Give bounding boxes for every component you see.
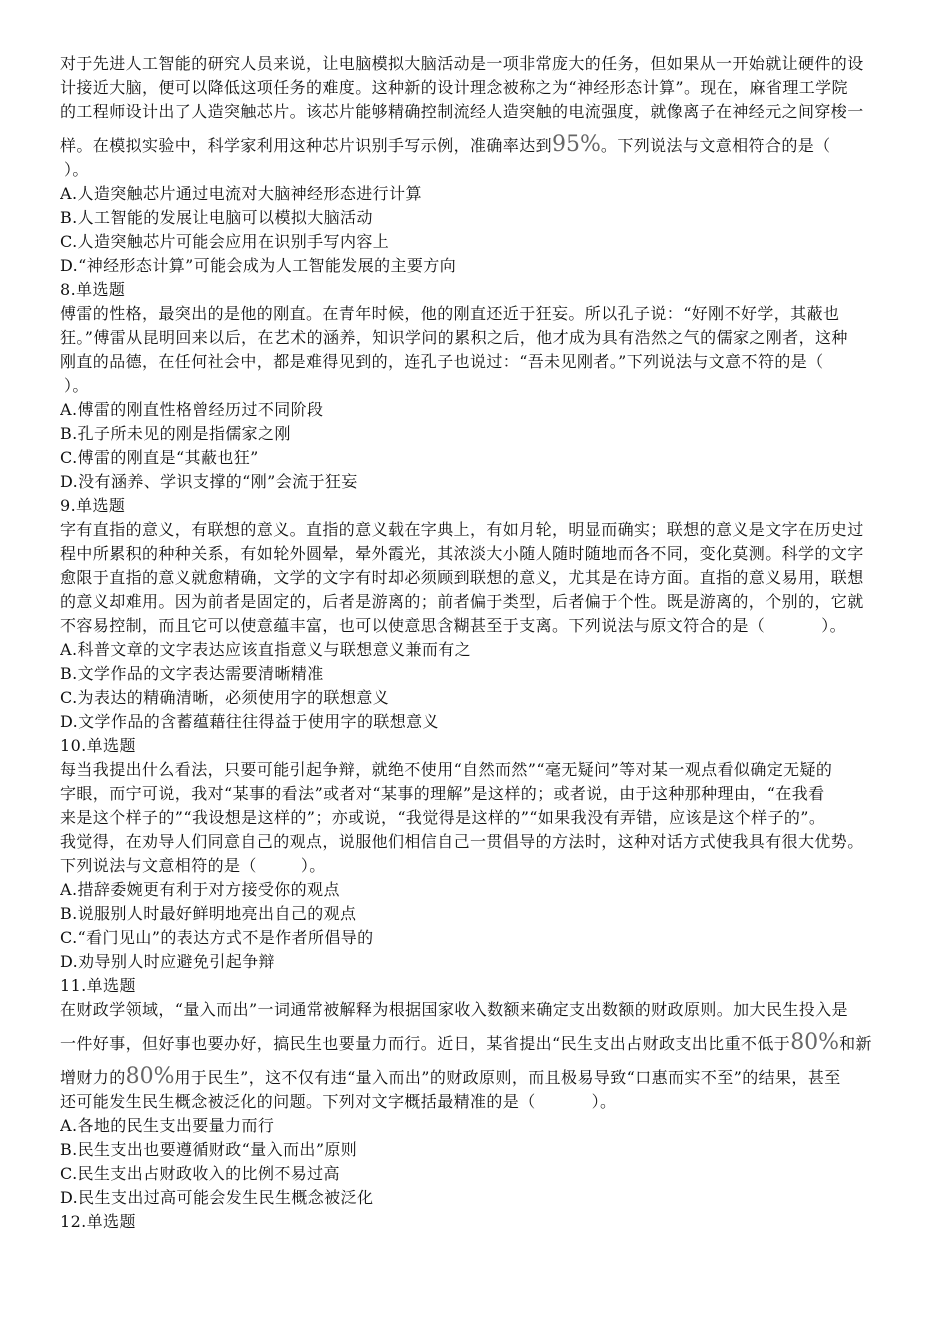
option-c: C.为表达的精确清晰，必须使用字的联想意义: [60, 688, 390, 707]
question-9-text-line: 程中所累积的种种关系，有如轮外圆晕，晕外霞光，其浓淡大小随人随时随地而各不同，变化莫测。科学的文字: [60, 544, 864, 563]
option-b: B.文学作品的文字表达需要清晰精准: [60, 664, 324, 683]
question-10-text-line: 下列说法与文意相符的是（ ）。: [60, 856, 326, 875]
option-b: B.民生支出也要遵循财政“量入而出”原则: [60, 1140, 358, 1159]
question-header: 12.单选题: [60, 1212, 136, 1231]
question-12: [60, 1210, 890, 1234]
option-a: A.傅雷的刚直性格曾经历过不同阶段: [60, 400, 324, 419]
option-b: B.孔子所未见的刚是指儒家之刚: [60, 424, 291, 443]
question-9: [60, 494, 890, 734]
option-a: A.各地的民生支出要量力而行: [60, 1116, 275, 1135]
option-b: B.人工智能的发展让电脑可以模拟大脑活动: [60, 208, 373, 227]
question-header: 8.单选题: [60, 280, 126, 299]
exam-page: [60, 52, 890, 1234]
question-7-text-line: 对于先进人工智能的研究人员来说，让电脑模拟大脑活动是一项非常庞大的任务，但如果从一开始就让硬件的设: [60, 54, 864, 73]
question-9-text-line: 的意义却难用。因为前者是固定的，后者是游离的；前者偏于类型，后者偏于个性。既是游离的，个别的，它就: [60, 592, 864, 611]
option-c: C.人造突触芯片可能会应用在识别手写内容上: [60, 232, 390, 251]
question-8-text-line: 刚直的品德，在任何社会中，都是难得见到的，连孔子也说过：“吾未见刚者。”下列说法与文意不符的是（: [60, 352, 824, 371]
option-a: A.人造突触芯片通过电流对大脑神经形态进行计算: [60, 184, 422, 203]
question-7-text: 样。在模拟实验中，科学家利用这种芯片识别手写示例，准确率达到: [60, 136, 553, 155]
option-a: A.科普文章的文字表达应该直指意义与联想意义兼而有之: [60, 640, 472, 659]
question-10-text-line: 每当我提出什么看法，只要可能引起争辩，就绝不使用“自然而然”“毫无疑问”等对某一观点看似确定无疑的: [60, 760, 833, 779]
question-10-text-line: 我觉得，在劝导人们同意自己的观点，说服他们相信自己一贯倡导的方法时，这种对话方式使我具有很大优势。: [60, 832, 864, 851]
option-d: D.没有涵养、学识支撑的“刚”会流于狂妄: [60, 472, 358, 491]
question-9-text-line: 不容易控制，而且它可以使意蕴丰富，也可以使意思含糊甚至于支离。下列说法与原文符合的是（ ）。: [60, 616, 847, 635]
question-7-text: 。下列说法与文意相符合的是（: [600, 136, 831, 155]
option-d: D.劝导别人时应避免引起争辩: [60, 952, 275, 971]
question-7-text-line: 的工程师设计出了人造突触芯片。该芯片能够精确控制流经人造突触的电流强度，就像离子在神经元之间穿梭一: [60, 102, 864, 121]
question-header: 11.单选题: [60, 976, 136, 995]
option-b: B.说服别人时最好鲜明地亮出自己的观点: [60, 904, 357, 923]
question-7-text-line: [60, 124, 890, 158]
question-9-text-line: 愈限于直指的意义就愈精确，文学的文字有时却必须顾到联想的意义，尤其是在诗方面。直指的意义易用，联想: [60, 568, 864, 587]
question-7-text-line: 计接近大脑，便可以降低这项任务的难度。这种新的设计理念被称之为“神经形态计算”。现在，麻省理工学院: [60, 78, 848, 97]
answer-blank: ）。: [64, 160, 89, 179]
option-d: D.“神经形态计算”可能会成为人工智能发展的主要方向: [60, 256, 457, 275]
accuracy-formula: 95%: [552, 132, 601, 157]
question-11-text-line: 增财力的80%用于民生”，这不仅有违“量入而出”的财政原则，而且极易导致“口惠而实不至”的结果，甚至: [60, 1064, 841, 1089]
option-a: A.措辞委婉更有利于对方接受你的观点: [60, 880, 340, 899]
option-c: C.民生支出占财政收入的比例不易过高: [60, 1164, 340, 1183]
question-10-text-line: 字眼，而宁可说，我对“某事的看法”或者对“某事的理解”是这样的；或者说，由于这种那种理由，“在我看: [60, 784, 825, 803]
question-10: [60, 734, 890, 974]
percentage-formula: 80%: [125, 1064, 175, 1089]
question-11-text-line: 还可能发生民生概念被泛化的问题。下列对文字概括最精准的是（ ）。: [60, 1092, 617, 1111]
question-11-text-line: 在财政学领域，“量入而出”一词通常被解释为根据国家收入数额来确定支出数额的财政原则。加大民生投入是: [60, 1000, 848, 1019]
question-10-text-line: 来是这个样子的”“我设想是这样的”；亦或说，“我觉得是这样的”“如果我没有弄错，应该是这个样子的”。: [60, 808, 826, 827]
option-d: D.文学作品的含蓄蕴藉往往得益于使用字的联想意义: [60, 712, 439, 731]
question-header: 9.单选题: [60, 496, 126, 515]
question-8: [60, 278, 890, 494]
question-11-text-line: 一件好事，但好事也要办好，搞民生也要量力而行。近日，某省提出“民生支出占财政支出比重不低于80%和新: [60, 1030, 872, 1055]
option-c: C.傅雷的刚直是“其蔽也狂”: [60, 448, 259, 467]
question-9-text-line: 字有直指的意义，有联想的意义。直指的意义载在字典上，有如月轮，明显而确实；联想的意义是文字在历史过: [60, 520, 864, 539]
question-8-text-line: 傅雷的性格，最突出的是他的刚直。在青年时候，他的刚直还近于狂妄。所以孔子说：“好刚不好学，其蔽也: [60, 304, 840, 323]
percentage-formula: 80%: [790, 1030, 840, 1055]
answer-blank: ）。: [64, 376, 89, 395]
option-c: C.“看门见山”的表达方式不是作者所倡导的: [60, 928, 374, 947]
question-7: [60, 52, 890, 278]
question-8-text-line: 狂。”傅雷从昆明回来以后，在艺术的涵养，知识学问的累积之后，他才成为具有浩然之气的儒家之刚者，这种: [60, 328, 848, 347]
option-d: D.民生支出过高可能会发生民生概念被泛化: [60, 1188, 374, 1207]
question-header: 10.单选题: [60, 736, 136, 755]
question-11: [60, 974, 890, 1210]
